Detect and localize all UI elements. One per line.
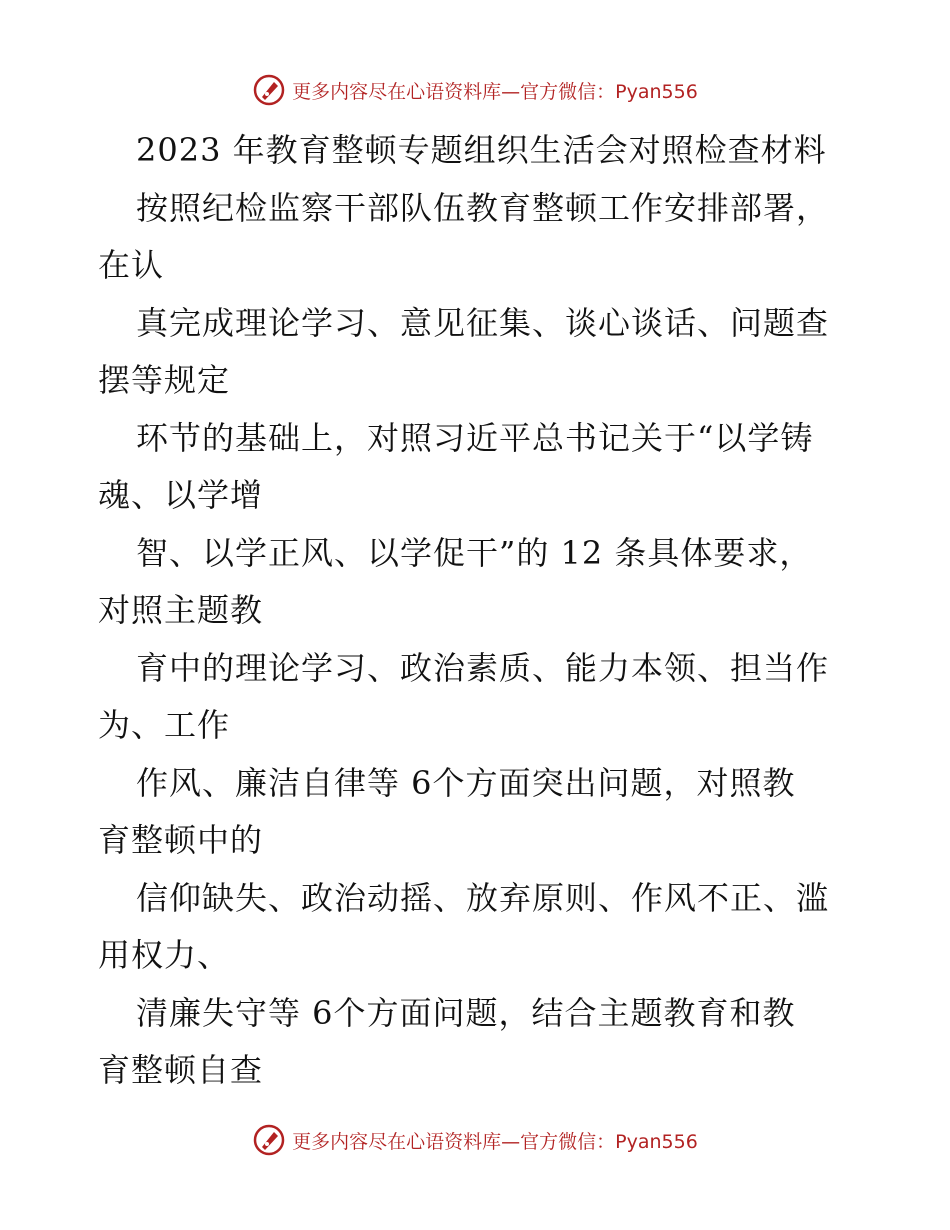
text-line: 环节的基础上，对照习近平总书记关于“以学铸: [136, 418, 814, 457]
text-line: 智、以学正风、以学促干”的 12 条具体要求，: [136, 533, 813, 572]
text-line: 作风、廉洁自律等 6个方面突出问题，对照教: [136, 763, 796, 802]
pen-nib-logo-icon: [252, 1123, 286, 1157]
text-line: 摆等规定: [98, 361, 231, 399]
text-line: 清廉失守等 6个方面问题，结合主题教育和教: [136, 993, 796, 1032]
watermark-text: 更多内容尽在心语资料库—官方微信：Pyan556: [292, 1130, 698, 1153]
text-line: 按照纪检监察干部队伍教育整顿工作安排部署，: [136, 188, 830, 227]
pen-nib-logo-icon: [252, 73, 286, 107]
footer-watermark-banner: [0, 1120, 950, 1160]
text-line: 对照主题教: [98, 591, 264, 629]
text-line: 育整顿自查: [98, 1051, 264, 1089]
text-line: 育中的理论学习、政治素质、能力本领、担当作: [136, 648, 830, 687]
watermark-text: 更多内容尽在心语资料库—官方微信：Pyan556: [292, 80, 698, 103]
text-line: 用权力、: [98, 936, 231, 974]
text-line: 育整顿中的: [98, 821, 264, 859]
text-line: 在认: [98, 246, 165, 284]
text-line: 真完成理论学习、意见征集、谈心谈话、问题查: [136, 303, 830, 342]
text-line: 为、工作: [98, 706, 231, 744]
text-line: 信仰缺失、政治动摇、放弃原则、作风不正、滥: [136, 878, 830, 917]
document-body: [98, 122, 858, 1100]
document-title: 2023 年教育整顿专题组织生活会对照检查材料: [136, 131, 827, 169]
header-watermark-banner: [0, 70, 950, 110]
text-line: 魂、以学增: [98, 476, 264, 514]
